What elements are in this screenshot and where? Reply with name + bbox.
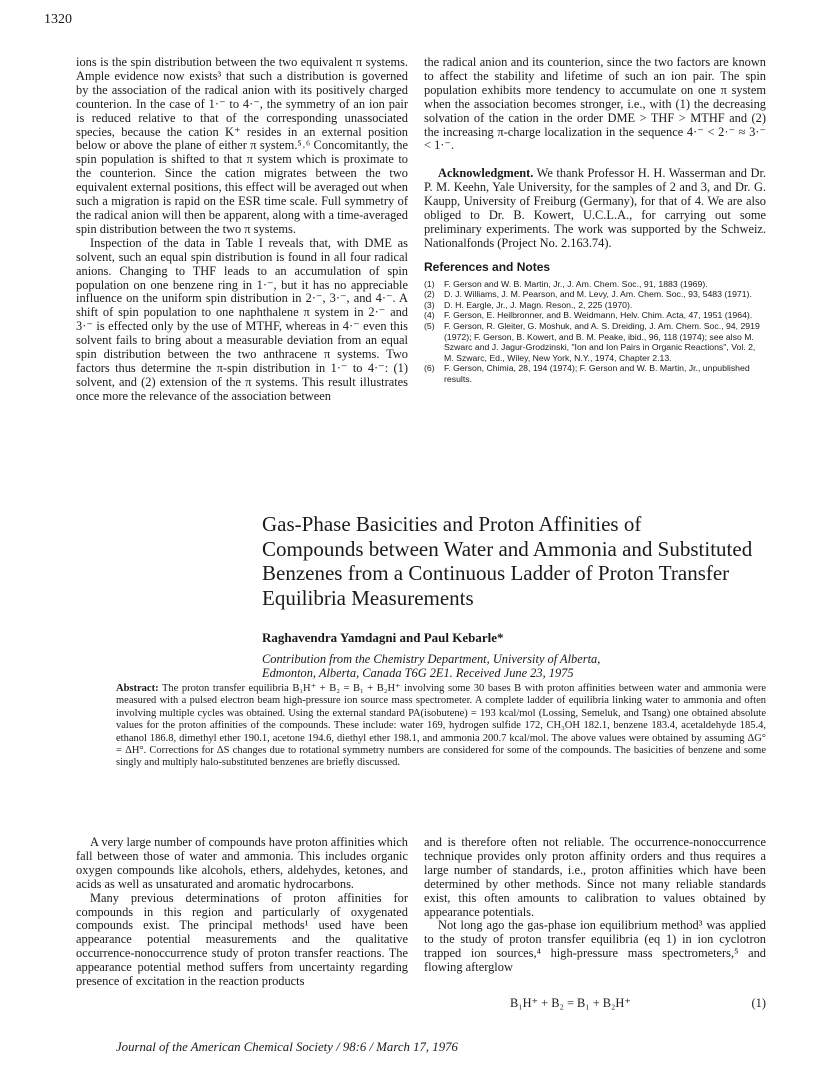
body-paragraph: A very large number of compounds have proton affinities which fall between those of water and ammonia. This includes organic oxygen compounds like alcohols, ethers, aldehydes, ketones, and acids as well as unsaturated and aromatic hydrocarbons. — [76, 835, 408, 891]
equation-number: (1) — [751, 996, 766, 1011]
reference-number: (5) — [424, 321, 435, 332]
article-title-line: Gas-Phase Basicities and Proton Affinities of — [262, 512, 642, 536]
reference-item — [424, 300, 766, 311]
body-paragraph: ions is the spin distribution between the two equivalent π systems. Ample evidence now exists³ that such a distribution is governed by the association of the radical anion with its positively charged counterion. In the case of 1·⁻ to 4·⁻, the symmetry of an ion pair is reduced relative to that of the corresponding unassociated species, because the cation K⁺ resides in an external position below or above the plane of either π system.⁵˒⁶ Concomitantly, the spin population is shifted to that π system which is proximate to the counterion. Since the cation migrates between the two equivalent external positions, this effect will be averaged out when such a migration is rapid on the ESR time scale. Full symmetry of the radical anion will then be apparent, along with a time-averaged spin distribution between the two π systems. — [76, 55, 408, 236]
body-paragraph: Many previous determinations of proton affinities for compounds in this region and particularly of oxygenated compounds exist. The principal methods¹ used have been appearance potential measurements and the qualitative occurrence-nonoccurrence study of proton transfer reactions. The appearance potential method suffers from uncertainty regarding presence of excitation in the reaction products — [76, 890, 408, 989]
acknowledgment-text: We thank Professor H. H. Wasserman and Dr. P. M. Keehn, Yale University, for the samples of 2 and 3, and Dr. G. Kaupp, University of Freiburg (Germany), for that of 4. We are also obliged to Dr. B. Kowert, U.C.L.A., for carrying out some preliminary experiments. The work was supported by the Schweiz. Nationalfonds (Project No. 2.163.74). — [424, 166, 766, 250]
references-list — [424, 279, 766, 385]
body-paragraph: the radical anion and its counterion, since the two factors are known to affect the stability and lifetime of such an ion pair. The spin population exhibits more tendency to accumulate on one π system when the association becomes stronger, i.e., with (1) the decreasing solvation of the cation in the order DME > THF > MTHF and (2) the increasing π-charge localization in the sequence 4·⁻ < 2·⁻ ≈ 3·⁻ < 1·⁻. — [424, 55, 766, 153]
article-title-line: Compounds between Water and Ammonia and Substituted — [262, 536, 753, 561]
reference-number: (4) — [424, 310, 435, 321]
article-title-line: Equilibria Measurements — [262, 585, 474, 610]
reference-number: (3) — [424, 299, 435, 310]
reference-number: (6) — [424, 363, 435, 374]
abstract — [116, 683, 766, 770]
reference-text: F. Gerson, E. Heilbronner, and B. Weidmann, Helv. Chim. Acta, 47, 1951 (1964). — [444, 310, 753, 321]
left-column-bottom — [76, 836, 408, 989]
references-heading: References and Notes — [424, 259, 551, 274]
left-column-top — [76, 56, 408, 404]
reference-item — [424, 310, 766, 321]
affiliation — [262, 652, 762, 680]
equation-expression: B₁H⁺ + B₂ = B₁ + B₂H⁺ — [510, 996, 631, 1011]
reference-number: (2) — [424, 289, 435, 300]
right-column-top — [424, 56, 766, 385]
body-paragraph: and is therefore often not reliable. The occurrence-nonoccurrence technique provides only proton affinity orders and thus requires a large number of standards, i.e., proton affinities which have been determined by other methods. Since not many reliable standards exist, this often amounts to calibration to values obtained by appearance potentials. — [424, 835, 766, 919]
reference-text: D. J. Williams, J. M. Pearson, and M. Levy, J. Am. Chem. Soc., 93, 5483 (1971). — [444, 289, 752, 300]
page-number: 1320 — [44, 12, 72, 27]
reference-text: F. Gerson, Chimia, 28, 194 (1974); F. Gerson and W. B. Martin, Jr., unpublished results. — [444, 363, 750, 385]
article-title-line: Benzenes from a Continuous Ladder of Proton Transfer — [262, 561, 730, 585]
affiliation-line: Edmonton, Alberta, Canada T6G 2E1. Received June 23, 1975 — [262, 666, 574, 680]
journal-footer: Journal of the American Chemical Society / 98:6 / March 17, 1976 — [116, 1040, 458, 1054]
acknowledgment — [424, 167, 766, 250]
authors: Raghavendra Yamdagni and Paul Kebarle* — [262, 630, 504, 645]
reference-text: F. Gerson, R. Gleiter, G. Moshuk, and A. S. Dreiding, J. Am. Chem. Soc., 94, 2919 (1972); F. Gerson, B. Kowert, and B. M. Peake, ibid., 96, 118 (1974); see also M. Szwarc and J. Jagur-Grodzinski, "Ion and Ion Pairs in Organic Reactions", Vol. 2, M. Szwarc, Ed., Wiley, New York, N.Y., 1974, Chapter 2.13. — [444, 321, 760, 363]
reference-text: D. H. Eargle, Jr., J. Magn. Reson., 2, 225 (1970). — [444, 299, 633, 310]
reference-item — [424, 321, 766, 363]
reference-item — [424, 289, 766, 300]
reference-item — [424, 363, 766, 384]
acknowledgment-heading: Acknowledgment. — [438, 166, 534, 181]
reference-text: F. Gerson and W. B. Martin, Jr., J. Am. Chem. Soc., 91, 1883 (1969). — [444, 278, 708, 289]
equation — [424, 997, 766, 1013]
article-title — [262, 512, 762, 610]
reference-item — [424, 279, 766, 290]
article-header — [262, 512, 762, 680]
body-paragraph: Inspection of the data in Table I reveals that, with DME as solvent, such an equal spin distribution is found in all four radical anions. Changing to THF leads to an accumulation of spin population on one benzene ring in 1·⁻, but it has no appreciable influence on the uniform spin distribution in 2·⁻, 3·⁻, and 4·⁻. A shift of spin population to one naphthalene π system in 2·⁻ and 3·⁻ is effected only by the use of MTHF, whereas in 4·⁻ even this solvent fails to bring about a measurable deviation from an equal spin distribution between the two anthracene π systems. Two factors thus determine the π-spin distribution in 1·⁻ to 4·⁻: (1) solvent, and (2) extension of the π systems. This result illustrates once more the relevance of the association between — [76, 235, 408, 403]
right-column-bottom — [424, 836, 766, 1013]
abstract-text: The proton transfer equilibria B₁H⁺ + B₂ = B₁ + B₂H⁺ involving some 30 bases B with proton affinities between water and ammonia were measured with a pulsed electron beam high-pressure ion source mass spectrometer. A complete ladder of equilibria linking water to ammonia and often involving multiple cycles was obtained. Using the external standard PA(isobutene) = 193 kcal/mol (Lossing, Semeluk, and Tsang) one obtained absolute values for the proton affinities of the compounds. These include: water 169, hydrogen sulfide 172, CH₃OH 182.1, benzene 183.4, acetaldehyde 185.4, ethanol 186.8, dimethyl ether 190.1, acetone 194.6, diethyl ether 198.1, and ammonia 200.7 kcal/mol. The above values were obtained by assuming ΔG° = ΔH°. Corrections for ΔS changes due to rotational symmetry numbers are considered for some of the compounds. The basicities of benzene and some singly and multiply halo-substituted benzenes are briefly discussed. — [116, 683, 767, 769]
body-paragraph: Not long ago the gas-phase ion equilibrium method³ was applied to the study of proton transfer equilibria (eq 1) in ion cyclotron trapped ion sources,⁴ high-pressure mass spectrometers,⁵ and flowing afterglow — [424, 918, 766, 975]
affiliation-line: Contribution from the Chemistry Department, University of Alberta, — [262, 652, 601, 666]
abstract-label: Abstract: — [116, 683, 159, 694]
reference-number: (1) — [424, 278, 435, 289]
